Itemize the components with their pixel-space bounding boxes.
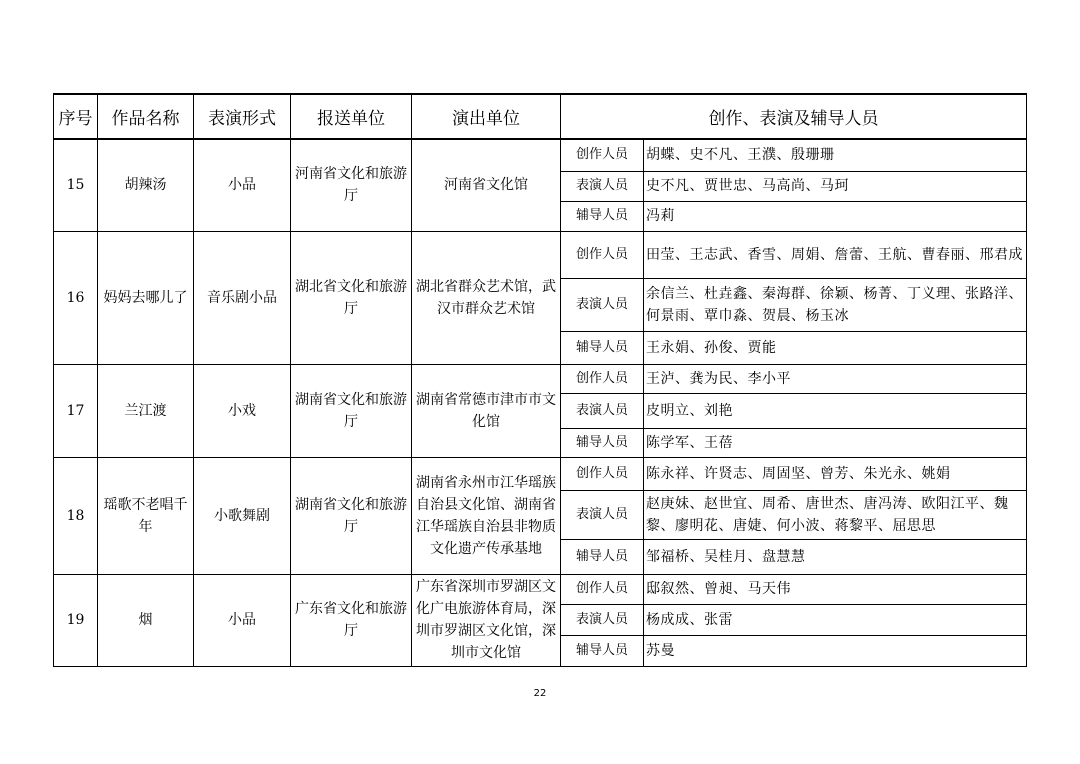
performers-names: 余信兰、杜垚鑫、秦海群、徐颖、杨菁、丁义理、张路洋、何景雨、覃巾淼、贺晨、杨玉冰: [644, 278, 1027, 331]
role-performers: 表演人员: [561, 490, 644, 539]
row-no: 19: [54, 574, 98, 666]
row-submitter: 湖北省文化和旅游厅: [291, 231, 412, 364]
row-form: 小品: [194, 139, 291, 231]
row-title: 烟: [98, 574, 194, 666]
row-no: 18: [54, 457, 98, 574]
row-performer: 湖北省群众艺术馆，武汉市群众艺术馆: [412, 231, 561, 364]
role-tutors: 辅导人员: [561, 201, 644, 231]
header-submitter: 报送单位: [291, 94, 412, 139]
performers-names: 杨成成、张雷: [644, 604, 1027, 635]
row-no: 16: [54, 231, 98, 364]
header-row: [54, 94, 1027, 139]
tutors-names: 苏曼: [644, 635, 1027, 666]
role-tutors: 辅导人员: [561, 428, 644, 457]
performers-names: 史不凡、贾世忠、马高尚、马珂: [644, 171, 1027, 201]
role-creators: 创作人员: [561, 231, 644, 278]
header-form: 表演形式: [194, 94, 291, 139]
role-creators: 创作人员: [561, 574, 644, 604]
role-performers: 表演人员: [561, 393, 644, 428]
role-performers: 表演人员: [561, 278, 644, 331]
row-submitter: 湖南省文化和旅游厅: [291, 364, 412, 457]
performers-names: 皮明立、刘艳: [644, 393, 1027, 428]
row-performer: 湖南省永州市江华瑶族自治县文化馆、湖南省江华瑶族自治县非物质文化遗产传承基地: [412, 457, 561, 574]
row-no: 17: [54, 364, 98, 457]
role-performers: 表演人员: [561, 604, 644, 635]
row-title: 瑶歌不老唱千年: [98, 457, 194, 574]
row-title: 胡辣汤: [98, 139, 194, 231]
role-tutors: 辅导人员: [561, 539, 644, 574]
performers-names: 赵庚妹、赵世宜、周希、唐世杰、唐冯涛、欧阳江平、魏黎、廖明花、唐婕、何小波、蒋黎平、屈思思: [644, 490, 1027, 539]
table-row: [54, 457, 1027, 490]
header-staff: 创作、表演及辅导人员: [561, 94, 1027, 139]
role-performers: 表演人员: [561, 171, 644, 201]
row-form: 小品: [194, 574, 291, 666]
table-row: [54, 139, 1027, 171]
role-tutors: 辅导人员: [561, 331, 644, 364]
row-title: 妈妈去哪儿了: [98, 231, 194, 364]
row-no: 15: [54, 139, 98, 231]
header-performer: 演出单位: [412, 94, 561, 139]
row-performer: 河南省文化馆: [412, 139, 561, 231]
program-table: [53, 93, 1027, 667]
creators-names: 田莹、王志武、香雪、周娟、詹蕾、王航、曹春丽、邢君成: [644, 231, 1027, 278]
tutors-names: 王永娟、孙俊、贾能: [644, 331, 1027, 364]
row-performer: 广东省深圳市罗湖区文化广电旅游体育局，深圳市罗湖区文化馆，深圳市文化馆: [412, 574, 561, 666]
row-submitter: 广东省文化和旅游厅: [291, 574, 412, 666]
role-creators: 创作人员: [561, 364, 644, 393]
creators-names: 陈永祥、许贤志、周固坚、曾芳、朱光永、姚娟: [644, 457, 1027, 490]
row-form: 小歌舞剧: [194, 457, 291, 574]
creators-names: 邸叙然、曾昶、马天伟: [644, 574, 1027, 604]
role-creators: 创作人员: [561, 139, 644, 171]
table-row: [54, 231, 1027, 278]
row-form: 小戏: [194, 364, 291, 457]
tutors-names: 冯莉: [644, 201, 1027, 231]
creators-names: 胡蝶、史不凡、王濮、殷珊珊: [644, 139, 1027, 171]
creators-names: 王泸、龚为民、李小平: [644, 364, 1027, 393]
header-no: 序号: [54, 94, 98, 139]
role-tutors: 辅导人员: [561, 635, 644, 666]
row-submitter: 河南省文化和旅游厅: [291, 139, 412, 231]
row-title: 兰江渡: [98, 364, 194, 457]
table-row: [54, 574, 1027, 604]
tutors-names: 邹福桥、吴桂月、盘慧慧: [644, 539, 1027, 574]
role-creators: 创作人员: [561, 457, 644, 490]
row-submitter: 湖南省文化和旅游厅: [291, 457, 412, 574]
table-row: [54, 364, 1027, 393]
page-number: 22: [533, 688, 547, 699]
tutors-names: 陈学军、王蓓: [644, 428, 1027, 457]
header-title: 作品名称: [98, 94, 194, 139]
row-form: 音乐剧小品: [194, 231, 291, 364]
row-performer: 湖南省常德市津市市文化馆: [412, 364, 561, 457]
